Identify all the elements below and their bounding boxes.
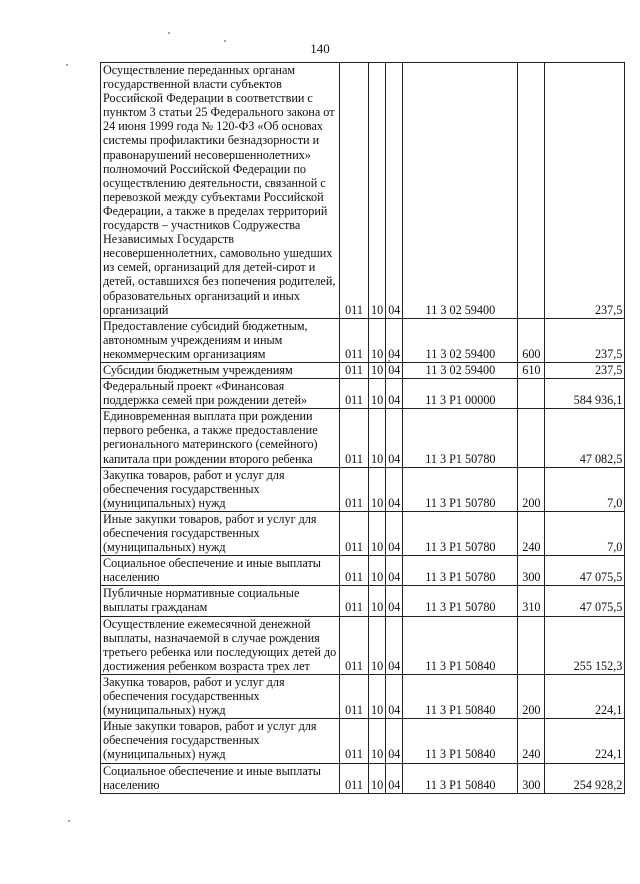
table-row xyxy=(101,719,625,763)
table-row xyxy=(101,467,625,511)
row-name-cell: Субсидии бюджетным учреждениям xyxy=(101,362,340,378)
ministry-code-cell: 011 xyxy=(340,362,369,378)
table-row xyxy=(101,409,625,467)
section-code-cell: 10 xyxy=(369,409,386,467)
subsection-code-cell: 04 xyxy=(386,362,403,378)
scan-speck xyxy=(168,32,170,34)
expense-type-code-cell: 600 xyxy=(518,318,545,362)
row-name-cell: Единовременная выплата при рождении первого ребенка, а также предоставление регионального материнского (семейного) капитала при рождении второго ребенка xyxy=(101,409,340,467)
row-name-cell: Предоставление субсидий бюджетным, автономным учреждениям и иным некоммерческим организациям xyxy=(101,318,340,362)
program-code-cell: 11 3 02 59400 xyxy=(403,63,518,319)
row-name-cell: Иные закупки товаров, работ и услуг для обеспечения государственных (муниципальных) нужд xyxy=(101,511,340,555)
section-code-cell: 10 xyxy=(369,362,386,378)
subsection-code-cell: 04 xyxy=(386,674,403,718)
amount-cell: 254 928,2 xyxy=(545,763,625,793)
program-code-cell: 11 3 P1 50840 xyxy=(403,616,518,674)
subsection-code-cell: 04 xyxy=(386,511,403,555)
subsection-code-cell: 04 xyxy=(386,318,403,362)
table-row xyxy=(101,556,625,586)
ministry-code-cell: 011 xyxy=(340,586,369,616)
section-code-cell: 10 xyxy=(369,763,386,793)
subsection-code-cell: 04 xyxy=(386,763,403,793)
ministry-code-cell: 011 xyxy=(340,511,369,555)
ministry-code-cell: 011 xyxy=(340,616,369,674)
subsection-code-cell: 04 xyxy=(386,379,403,409)
amount-cell: 7,0 xyxy=(545,511,625,555)
section-code-cell: 10 xyxy=(369,511,386,555)
expense-type-code-cell: 610 xyxy=(518,362,545,378)
scan-speck xyxy=(66,64,68,66)
expense-type-code-cell: 300 xyxy=(518,763,545,793)
section-code-cell: 10 xyxy=(369,616,386,674)
budget-table xyxy=(100,62,625,794)
table-row xyxy=(101,616,625,674)
expense-type-code-cell xyxy=(518,616,545,674)
program-code-cell: 11 3 P1 50780 xyxy=(403,556,518,586)
section-code-cell: 10 xyxy=(369,556,386,586)
subsection-code-cell: 04 xyxy=(386,616,403,674)
budget-table-body xyxy=(101,63,625,794)
subsection-code-cell: 04 xyxy=(386,586,403,616)
expense-type-code-cell: 240 xyxy=(518,719,545,763)
scan-speck xyxy=(68,820,70,822)
program-code-cell: 11 3 P1 50840 xyxy=(403,674,518,718)
subsection-code-cell: 04 xyxy=(386,409,403,467)
expense-type-code-cell xyxy=(518,379,545,409)
ministry-code-cell: 011 xyxy=(340,379,369,409)
ministry-code-cell: 011 xyxy=(340,467,369,511)
expense-type-code-cell: 240 xyxy=(518,511,545,555)
subsection-code-cell: 04 xyxy=(386,719,403,763)
section-code-cell: 10 xyxy=(369,467,386,511)
program-code-cell: 11 3 P1 50780 xyxy=(403,511,518,555)
amount-cell: 47 075,5 xyxy=(545,556,625,586)
subsection-code-cell: 04 xyxy=(386,467,403,511)
expense-type-code-cell: 200 xyxy=(518,467,545,511)
amount-cell: 224,1 xyxy=(545,719,625,763)
amount-cell: 47 082,5 xyxy=(545,409,625,467)
table-row xyxy=(101,362,625,378)
row-name-cell: Осуществление переданных органам государственной власти субъектов Российской Федерации в соответствии с пунктом 3 статьи 25 Федерального закона от 24 июня 1999 года № 120-ФЗ «Об основах системы профилактики безнадзорности и правонарушений несовершеннолетних» полномочий Российской Федерации по осуществлению деятельности, связанной с перевозкой между субъектами Российской Федерации, а также в пределах территорий государств – участников Содружества Независимых Государств несовершеннолетних, самовольно ушедших из семей, организаций для детей-сирот и детей, оставшихся без попечения родителей, образовательных организаций и иных организаций xyxy=(101,63,340,319)
expense-type-code-cell xyxy=(518,63,545,319)
amount-cell: 255 152,3 xyxy=(545,616,625,674)
program-code-cell: 11 3 P1 50780 xyxy=(403,586,518,616)
program-code-cell: 11 3 P1 50840 xyxy=(403,763,518,793)
row-name-cell: Публичные нормативные социальные выплаты гражданам xyxy=(101,586,340,616)
amount-cell: 584 936,1 xyxy=(545,379,625,409)
section-code-cell: 10 xyxy=(369,379,386,409)
ministry-code-cell: 011 xyxy=(340,318,369,362)
amount-cell: 224,1 xyxy=(545,674,625,718)
row-name-cell: Федеральный проект «Финансовая поддержка семей при рождении детей» xyxy=(101,379,340,409)
table-row xyxy=(101,586,625,616)
expense-type-code-cell: 200 xyxy=(518,674,545,718)
ministry-code-cell: 011 xyxy=(340,63,369,319)
expense-type-code-cell: 310 xyxy=(518,586,545,616)
amount-cell: 237,5 xyxy=(545,318,625,362)
row-name-cell: Закупка товаров, работ и услуг для обеспечения государственных (муниципальных) нужд xyxy=(101,467,340,511)
page-number: 140 xyxy=(310,41,330,56)
row-name-cell: Социальное обеспечение и иные выплаты населению xyxy=(101,556,340,586)
section-code-cell: 10 xyxy=(369,586,386,616)
row-name-cell: Социальное обеспечение и иные выплаты населению xyxy=(101,763,340,793)
table-row xyxy=(101,63,625,319)
section-code-cell: 10 xyxy=(369,719,386,763)
program-code-cell: 11 3 P1 50840 xyxy=(403,719,518,763)
table-row xyxy=(101,379,625,409)
row-name-cell: Осуществление ежемесячной денежной выплаты, назначаемой в случае рождения третьего ребенка или последующих детей до достижения ребенком возраста трех лет xyxy=(101,616,340,674)
program-code-cell: 11 3 P1 50780 xyxy=(403,409,518,467)
program-code-cell: 11 3 P1 00000 xyxy=(403,379,518,409)
row-name-cell: Закупка товаров, работ и услуг для обеспечения государственных (муниципальных) нужд xyxy=(101,674,340,718)
amount-cell: 7,0 xyxy=(545,467,625,511)
amount-cell: 237,5 xyxy=(545,362,625,378)
ministry-code-cell: 011 xyxy=(340,556,369,586)
section-code-cell: 10 xyxy=(369,674,386,718)
expense-type-code-cell xyxy=(518,409,545,467)
ministry-code-cell: 011 xyxy=(340,674,369,718)
program-code-cell: 11 3 02 59400 xyxy=(403,362,518,378)
ministry-code-cell: 011 xyxy=(340,409,369,467)
table-row xyxy=(101,763,625,793)
table-row xyxy=(101,674,625,718)
row-name-cell: Иные закупки товаров, работ и услуг для обеспечения государственных (муниципальных) нужд xyxy=(101,719,340,763)
subsection-code-cell: 04 xyxy=(386,556,403,586)
section-code-cell: 10 xyxy=(369,63,386,319)
ministry-code-cell: 011 xyxy=(340,719,369,763)
expense-type-code-cell: 300 xyxy=(518,556,545,586)
table-row xyxy=(101,511,625,555)
table-row xyxy=(101,318,625,362)
amount-cell: 47 075,5 xyxy=(545,586,625,616)
program-code-cell: 11 3 02 59400 xyxy=(403,318,518,362)
scan-speck xyxy=(224,40,226,42)
program-code-cell: 11 3 P1 50780 xyxy=(403,467,518,511)
ministry-code-cell: 011 xyxy=(340,763,369,793)
amount-cell: 237,5 xyxy=(545,63,625,319)
section-code-cell: 10 xyxy=(369,318,386,362)
subsection-code-cell: 04 xyxy=(386,63,403,319)
